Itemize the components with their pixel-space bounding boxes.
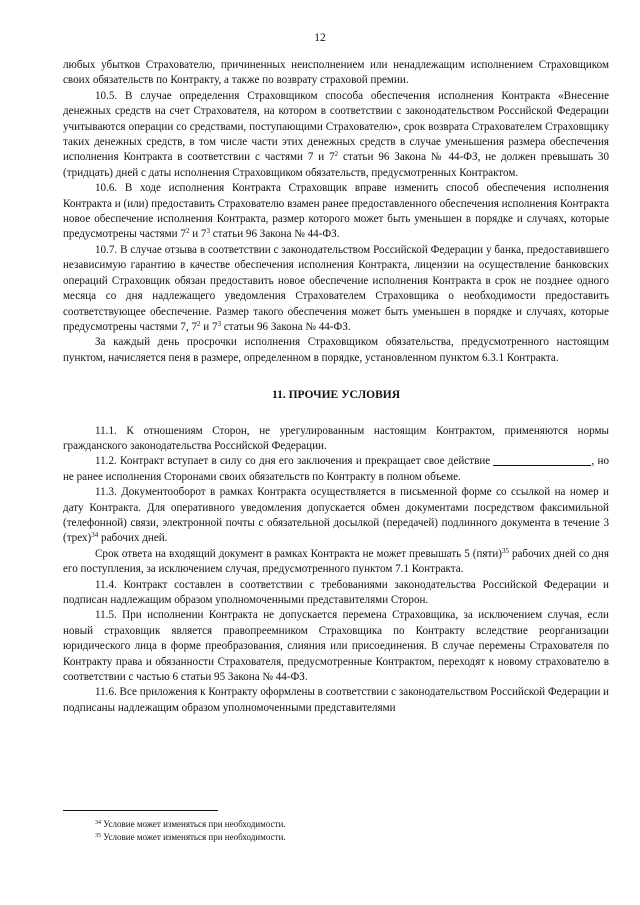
paragraph-10-6: 10.6. В ходе исполнения Контракта Страховщик вправе изменить способ обеспечения исполнения Контракта и (или) предоставить Страхователю взамен ранее предоставленного обеспечения исполнения Контракта новое обеспечение исполнения Контракта, размер которого может быть уменьшен в порядке и случаях, которые предусмотрены частями $7^2$ и $7^3$ статьи 96 Закона № 44-ФЗ. [63,182,609,241]
paragraph-10-7: 10.7. В случае отзыва в соответствии с законодательством Российской Федерации у банка, предоставившего независимую гарантию в качестве обеспечения исполнения Контракта, лицензии на осуществление банковских операций Страховщик обязан предоставить новое обеспечение исполнения Контракта в срок не позднее одного месяца со дня надлежащего уведомления Страхователем Страховщика о необходимости предоставить соответствующее обеспечение. Размер такого обеспечения может быть уменьшен в порядке и случаях, которые предусмотрены частями 7, $7^2$ и $7^3$ статьи 96 Закона № 44-ФЗ. [63,243,609,333]
paragraph-11-3-response-term: Срок ответа на входящий документ в рамках Контракта не может превышать 5 (пяти)$^{35}$ рабочих дней со дня его поступления, за исключением случая, предусмотренного пунктом 7.1 Контракта. [63,546,609,576]
paragraph-10-4-continuation: любых убытков Страхователю, причиненных неисполнением или ненадлежащим исполнением Страховщиком своих обязательств по Контракту, а также по возврату страховой премии. [63,59,609,87]
paragraph-11-1: 11.1. К отношениям Сторон, не урегулированным настоящим Контрактом, применяются нормы гражданского законодательства Российской Федерации. [63,424,609,452]
document-body [63,58,609,716]
paragraph-11-2: 11.2. Контракт вступает в силу со дня его заключения и прекращает свое действие , но не ранее исполнения Сторонами своих обязательств по Контракту в полном объеме. [63,455,610,483]
footnote-34: $^{34}$ Условие может изменяться при необходимости. [95,819,286,829]
page-number: 12 [314,32,326,44]
section-heading-11: 11. ПРОЧИЕ УСЛОВИЯ [272,389,400,402]
paragraph-10-5: 10.5. В случае определения Страховщиком способа обеспечения исполнения Контракта «Внесение денежных средств на счет Страхователя, на котором в соответствии с законодательством Российской Федерации учитываются операции со средствами, поступающими Страхователю», срок возврата Страхователем Страховщику таких денежных средств, в том числе части этих денежных средств в случае уменьшения размера обеспечения исполнения Контракта в соответствии с частями 7 и $7^2$ статьи 96 Закона № 44-ФЗ, не должен превышать 30 (тридцать) дней с даты исполнения Страховщиком обязательств, предусмотренных Контрактом. [63,89,609,179]
paragraph-11-5: 11.5. При исполнении Контракта не допускается перемена Страховщика, за исключением случая, если новый страховщик является правопреемником Страховщика по Контракту вследствие реорганизации юридического лица в форме преобразования, слияния или присоединения. В случае перемены Страхователя по Контракту права и обязанности Страхователя, предусмотренные Контрактом, переходят к новому страхователю в соответствии с частью 6 статьи 95 Закона № 44-ФЗ. [63,609,609,684]
date-blank-field [493,455,591,466]
paragraph-11-6: 11.6. Все приложения к Контракту оформлены в соответствии с законодательством Российской Федерации и подписаны надлежащим образом уполномоченными представителями [63,686,609,714]
paragraph-11-3: 11.3. Документооборот в рамках Контракта осуществляется в письменной форме со ссылкой на номер и дату Контракта. Для оперативного уведомления допускается обмен документами посредством факсимильной (телефонной) связи, электронной почты с обязательной досылкой (передачей) подлинного документа в течение 3 (трех)$^{34}$ рабочих дней. [63,486,609,545]
footnote-35: $^{35}$ Условие может изменяться при необходимости. [95,832,286,842]
paragraph-11-4: 11.4. Контракт составлен в соответствии с требованиями законодательства Российской Федерации и подписан надлежащим образом уполномоченными представителями Сторон. [63,578,609,606]
footnote-separator [63,810,218,811]
paragraph-10-penalty: За каждый день просрочки исполнения Страховщиком обязательства, предусмотренного настоящим пунктом, начисляется пеня в размере, определенном в порядке, установленном пунктом 6.3.1 Контракта. [63,336,609,364]
